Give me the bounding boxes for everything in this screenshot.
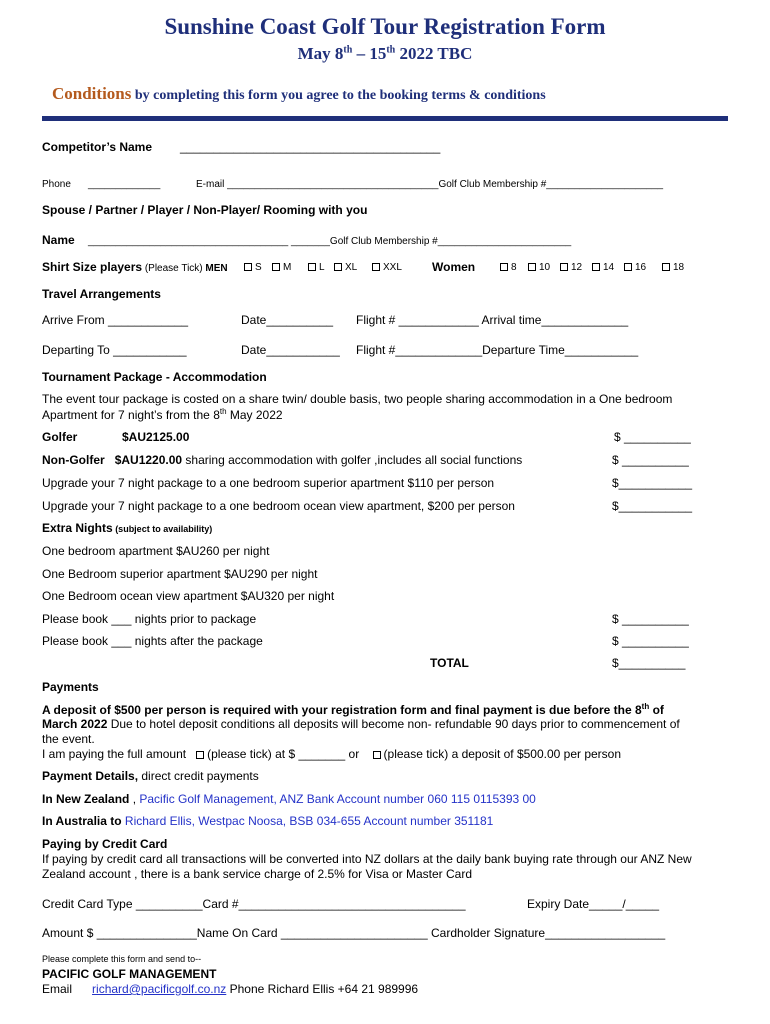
card-expiry-field[interactable]: Expiry Date_____/_____ xyxy=(527,897,660,911)
total-label: TOTAL xyxy=(430,656,469,670)
competitor-name-field[interactable]: _______________________________________ xyxy=(180,140,441,154)
arrive-from-field[interactable]: Arrive From ____________ xyxy=(42,313,189,327)
golfer-amount-field[interactable]: $ __________ xyxy=(614,430,691,444)
amount-name-signature-field[interactable]: Amount $ _______________Name On Card ______________________ Cardholder Signature__________________ xyxy=(42,926,666,940)
extra-night-1: One bedroom apartment $AU260 per night xyxy=(42,544,270,558)
nongolfer-amount-field[interactable]: $ __________ xyxy=(612,453,689,467)
checkbox-icon xyxy=(372,263,380,271)
men-size-xxl[interactable]: XXL xyxy=(372,262,402,273)
extra-nights-heading: Extra Nights (subject to availability) xyxy=(42,521,213,535)
women-label: Women xyxy=(432,260,476,274)
conditions-line: Conditions by completing this form you agree to the booking terms & conditions xyxy=(52,84,546,103)
payment-details: Payment Details, direct credit payments xyxy=(42,769,259,783)
checkbox-icon xyxy=(592,263,600,271)
men-size-m[interactable]: M xyxy=(272,262,291,273)
credit-card-heading: Paying by Credit Card xyxy=(42,837,168,851)
nights-after-amount-field[interactable]: $ __________ xyxy=(612,634,689,648)
email-membership-field[interactable]: E-mail ______________________________________Golf Club Membership #_____________________ xyxy=(196,179,664,190)
nights-prior-amount-field[interactable]: $ __________ xyxy=(612,612,689,626)
nz-bank-details: In New Zealand , Pacific Golf Management, ANZ Bank Account number 060 115 0115393 00 xyxy=(42,792,536,806)
checkbox-icon xyxy=(560,263,568,271)
extra-night-3: One Bedroom ocean view apartment $AU320 per night xyxy=(42,589,335,603)
depart-to-field[interactable]: Departing To ___________ xyxy=(42,343,187,357)
women-size-8[interactable]: 8 xyxy=(500,262,517,273)
golfer-label: Golfer xyxy=(42,430,78,444)
upgrade-oceanview: Upgrade your 7 night package to a one bedroom ocean view apartment, $200 per person xyxy=(42,499,515,513)
upgrade-oceanview-amount-field[interactable]: $___________ xyxy=(612,499,693,513)
shirt-size-row: Shirt Size players (Please Tick) MEN xyxy=(42,260,228,274)
travel-heading: Travel Arrangements xyxy=(42,287,161,301)
checkbox-icon xyxy=(528,263,536,271)
checkbox-icon xyxy=(500,263,508,271)
card-type-number-field[interactable]: Credit Card Type __________Card #__________________________________ xyxy=(42,897,466,911)
deposit-checkbox[interactable] xyxy=(373,751,381,759)
credit-card-info-2: Zealand account , there is a bank service charge of 2.5% for Visa or Master Card xyxy=(42,867,472,881)
paying-option-row: I am paying the full amount (please tick) at $ _______ or (please tick) a deposit of $500.00 per person xyxy=(42,747,622,761)
men-size-s[interactable]: S xyxy=(244,262,262,273)
nights-after-field[interactable]: Please book ___ nights after the package xyxy=(42,634,263,648)
men-size-l[interactable]: L xyxy=(308,262,325,273)
checkbox-icon xyxy=(272,263,280,271)
email-link[interactable]: richard@pacificgolf.co.nz xyxy=(92,982,227,996)
full-amount-checkbox[interactable] xyxy=(196,751,204,759)
checkbox-icon xyxy=(662,263,670,271)
checkbox-icon xyxy=(308,263,316,271)
spouse-heading: Spouse / Partner / Player / Non-Player/ Rooming with you xyxy=(42,203,368,217)
depart-flight-field[interactable]: Flight #_____________Departure Time___________ xyxy=(356,343,639,357)
golfer-price: $AU2125.00 xyxy=(122,430,190,444)
nights-prior-field[interactable]: Please book ___ nights prior to package xyxy=(42,612,257,626)
header-divider xyxy=(42,116,728,121)
women-size-12[interactable]: 12 xyxy=(560,262,582,273)
form-title: Sunshine Coast Golf Tour Registration Form xyxy=(164,14,606,39)
women-size-16[interactable]: 16 xyxy=(624,262,646,273)
deposit-line-3: the event. xyxy=(42,732,95,746)
upgrade-superior: Upgrade your 7 night package to a one bedroom superior apartment $110 per person xyxy=(42,476,495,490)
package-desc-1: The event tour package is costed on a share twin/ double basis, two people sharing accommodation in a One bedroom xyxy=(42,392,673,406)
checkbox-icon xyxy=(334,263,342,271)
arrive-flight-field[interactable]: Flight # ____________ Arrival time_____________ xyxy=(356,313,629,327)
women-size-10[interactable]: 10 xyxy=(528,262,550,273)
credit-card-info-1: If paying by credit card all transactions will be converted into NZ dollars at the daily bank buying rate through our ANZ New xyxy=(42,852,692,866)
deposit-line-2: March 2022 Due to hotel deposit conditions all deposits will become non- refundable 90 days prior to commencement of xyxy=(42,717,680,731)
checkbox-icon xyxy=(624,263,632,271)
spouse-name-label: Name xyxy=(42,233,75,247)
arrive-date-field[interactable]: Date__________ xyxy=(241,313,334,327)
package-heading: Tournament Package - Accommodation xyxy=(42,370,267,384)
deposit-line-1: A deposit of $500 per person is required with your registration form and final payment is due before the 8th of xyxy=(42,702,664,717)
depart-date-field[interactable]: Date___________ xyxy=(241,343,340,357)
total-amount-field[interactable]: $__________ xyxy=(612,656,686,670)
checkbox-icon xyxy=(244,263,252,271)
nongolfer-row: Non-Golfer $AU1220.00 sharing accommodation with golfer ,includes all social functions xyxy=(42,453,523,467)
form-dates: May 8th – 15th 2022 TBC xyxy=(297,44,473,63)
company-name: PACIFIC GOLF MANAGEMENT xyxy=(42,967,217,981)
package-desc-2: Apartment for 7 night’s from the 8th May 2022 xyxy=(42,407,283,422)
spouse-name-field[interactable]: ____________________________________ _______Golf Club Membership #________________________ xyxy=(88,236,572,247)
women-size-14[interactable]: 14 xyxy=(592,262,614,273)
contact-row: Email richard@pacificgolf.co.nz Phone Richard Ellis +64 21 989996 xyxy=(42,982,419,996)
payments-heading: Payments xyxy=(42,680,99,694)
extra-night-2: One Bedroom superior apartment $AU290 per night xyxy=(42,567,318,581)
upgrade-superior-amount-field[interactable]: $___________ xyxy=(612,476,693,490)
send-to-note: Please complete this form and send to-- xyxy=(42,954,202,964)
men-size-xl[interactable]: XL xyxy=(334,262,357,273)
women-size-18[interactable]: 18 xyxy=(662,262,684,273)
au-bank-details: In Australia to Richard Ellis, Westpac Noosa, BSB 034-655 Account number 351181 xyxy=(42,814,494,828)
phone-label: Phone xyxy=(42,179,71,190)
phone-field[interactable]: _____________ xyxy=(88,179,161,190)
competitor-name-label: Competitor’s Name xyxy=(42,140,153,154)
